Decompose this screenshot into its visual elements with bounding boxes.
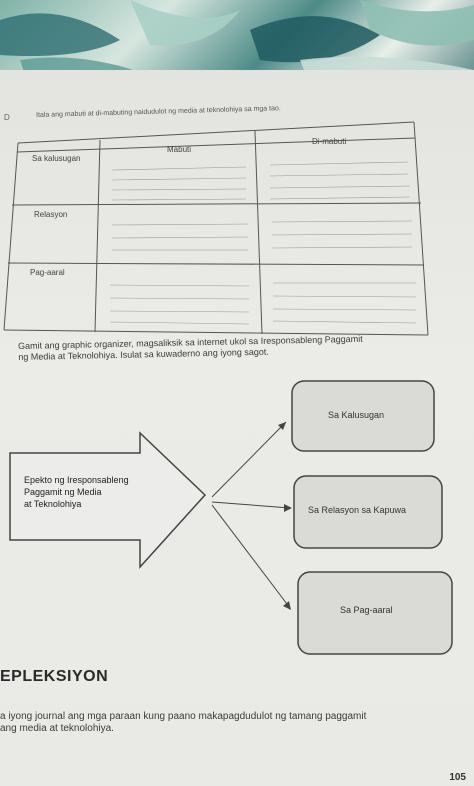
question-number: D <box>4 113 10 122</box>
arrow-text-line1: Epekto ng Iresponsableng <box>24 475 129 485</box>
arrow-text-line3: at Teknolohiya <box>24 499 82 509</box>
organizer-instruction-line2: ng Media at Teknolohiya. Isulat sa kuwaderno ang iyong sagot. <box>18 346 269 362</box>
box-label-relasyon: Sa Relasyon sa Kapuwa <box>308 505 407 515</box>
row-label-relasyon: Relasyon <box>34 210 68 219</box>
organizer-arrow-text <box>24 474 129 510</box>
box-label-pag-aaral: Sa Pag-aaral <box>340 605 393 615</box>
reflection-line2: ang media at teknolohiya. <box>0 723 114 734</box>
reflection-line1: a iyong journal ang mga paraan kung paano makapagdudulot ng tamang paggamit <box>0 711 367 722</box>
column-header-mabuti: Mabuti <box>167 145 192 154</box>
row-label-kalusugan: Sa kalusugan <box>32 154 81 163</box>
box-label-kalusugan: Sa Kalusugan <box>328 410 385 420</box>
section-title: EPLEKSIYON <box>0 668 109 685</box>
organizer-instruction-line1: Gamit ang graphic organizer, magsaliksik sa internet ukol sa Iresponsableng Paggamit <box>18 333 363 351</box>
column-header-di-mabuti: Di-mabuti <box>312 137 347 146</box>
table-instruction: Itala ang mabuti at di-mabuting naidudulot ng media at teknolohiya sa mga tao. <box>36 105 281 119</box>
arrow-text-line2: Paggamit ng Media <box>24 487 102 497</box>
row-label-pag-aaral: Pag-aaral <box>30 268 65 277</box>
page-number: 105 <box>449 772 466 783</box>
reflection-text <box>0 711 366 735</box>
